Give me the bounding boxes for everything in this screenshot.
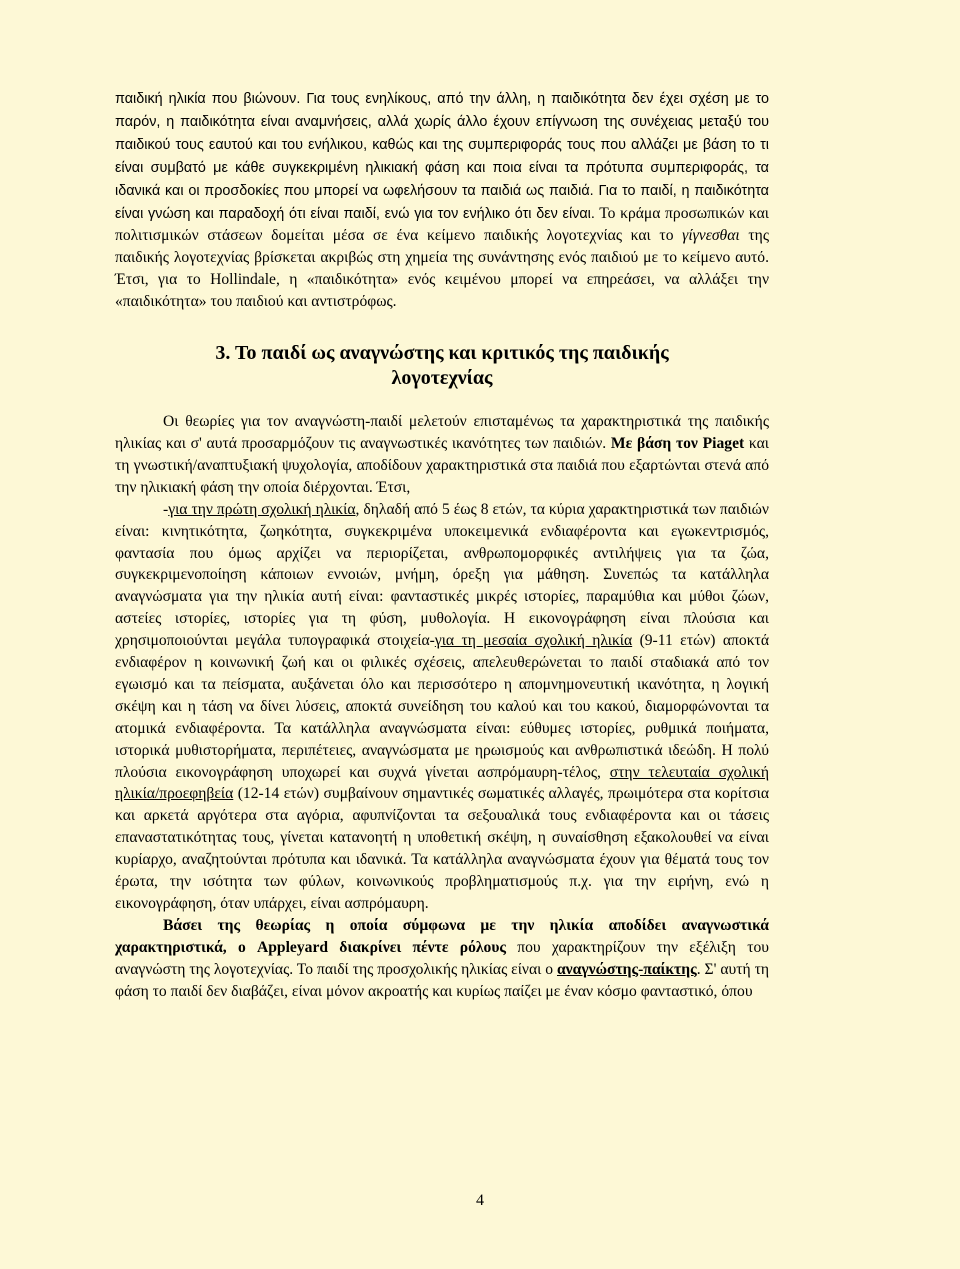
section-heading-line-2: λογοτεχνίας [391, 367, 493, 390]
bold-phrase: Με βάση τον Piaget [610, 434, 745, 452]
paragraph-continuation [115, 88, 769, 313]
page-number: 4 [476, 1192, 484, 1209]
paragraph-text-sans: παιδική ηλικία που βιώνουν. Για τους ενηλίκους, από την άλλη, η παιδικότητα δεν έχει σχέση με το παρόν, η παιδικότητα είναι αναμνήσεις, αλλά χωρίς άλλο έχουν επίγνωση της συνέχειας μεταξύ του παιδικού τους εαυτού και του ενήλικου, καθώς και της συμπεριφοράς τους που αλλάζει με βάση το τι είναι συμβατό με κάθε συγκεκριμένη ηλικιακή φάση και ποια είναι τα πρότυπα συμπεριφοράς, τα ιδανικά και οι προσδοκίες που μπορεί να ωφελήσουν τα παιδιά ως παιδιά. Για το παιδί, η παιδικότητα είναι γνώση και παραδοχή ότι είναι παιδί, ενώ για τον ενήλικο ότι δεν είναι. [115, 91, 769, 222]
paragraph-text: , δηλαδή από 5 έως 8 ετών, τα κύρια χαρακτηριστικά των παιδιών είναι: κινητικότητα, ζωηκότητα, συγκεκριμένα υποκειμενικά ενδιαφέροντα και εγωκεντρισμός, φαντασία που όμως αρχίζει να περιορίζεται, ανθρωπομορφικές αντιλήψεις για τα ζώα, συγκεκριμενοποίηση κάποιων εννοιών, μνήμη, όρεξη για μάθηση. Συνεπώς τα κατάλληλα αναγνώσματα για την ηλικία αυτή είναι: φανταστικές μικρές ιστορίες, παραμύθια και μύθοι ζώων, αστείες ιστορίες, ιστορίες για τη φύση, μυθολογία. Η εικονογράφηση είναι πλούσια και χρησιμοποιούνται μεγάλα τυπογραφικά στοιχεία- [115, 500, 769, 650]
dash-prefix: - [163, 500, 169, 518]
section-heading [115, 341, 769, 391]
paragraph-text: που χαρακτηρίζουν την εξέλιξη του αναγνώστη της λογοτεχνίας. Το παιδί της προσχολικής ηλικίας είναι ο [115, 938, 769, 978]
paragraph-text: και τη γνωστική/αναπτυξιακή ψυχολογία, αποδίδουν χαρακτηριστικά στα παιδιά που εξαρτώνται στενά από την ηλικιακή φάση την οποία διέρχονται. Έτσι, [115, 434, 769, 496]
paragraph-theories [115, 411, 769, 499]
paragraph-text: Το κράμα προσωπικών και πολιτισμικών στάσεων δομείται μέσα σε ένα κείμενο παιδικής λογοτεχνίας και το [115, 204, 769, 245]
italic-term: γίγνεσθαι [682, 227, 740, 245]
underlined-phrase: για την πρώτη σχολική ηλικία [168, 500, 356, 518]
paragraph-text: (9-11 ετών) αποκτά ενδιαφέρον η κοινωνική ζωή και οι φιλικές σχέσεις, απελευθερώνεται το παιδί σταδιακά από τον εγωισμό και τα πείσματα, αυξάνεται όλο και περισσότερο η απομνημονευτική ικανότητα, η λογική σκέψη και η τάση να δίνει λύσεις, αποκτά συνείδηση του καλού και του κακού, διαμορφώνονται τα ατομικά ενδιαφέροντα. Τα κατάλληλα αναγνώσματα είναι: εύθυμες ιστορίες, ρυθμικά ποιήματα, ιστορικά μυθιστορήματα, περιπέτειες, αναγνώσματα με ηρωισμούς και ανθρωπιστικά ιδεώδη. Η πολύ πλούσια εικονογράφηση υποχωρεί και συχνά γίνεται ασπρόμαυρη-τέλος, [115, 632, 769, 781]
paragraph-text: της παιδικής λογοτεχνίας βρίσκεται ακριβώς στη χημεία της συνάντησης ενός παιδιού με το κείμενο αυτό. Έτσι, για το Hollindale, η «παιδικότητα» ενός κειμένου μπορεί να επηρεάσει, να αλλάξει την «παιδικότητα» του παιδιού και αντιστρόφως. [115, 227, 770, 311]
underlined-phrase: για τη μεσαία σχολική ηλικία [434, 632, 633, 650]
paragraph-age-stages [115, 499, 769, 915]
paragraph-text: (12-14 ετών) συμβαίνουν σημαντικές σωματικές αλλαγές, πρωιμότερα στα κορίτσια και αρκετά αργότερα στα αγόρια, αφυπνίζονται τα σεξουαλικά τους ενδιαφέροντα και οι τάσεις επαναστατικότητας τους, γίνεται κατανοητή η υποθετική σκέψη, η συναίσθηση εξακολουθεί να είναι κυρίαρχο, αναζητούνται πρότυπα και ιδανικά. Τα κατάλληλα αναγνώσματα έχουν για θέματά τους τον έρωτα, την ισότητα των φύλων, κοινωνικούς προβληματισμούς π.χ. για την ειρήνη, ενώ η εικονογράφηση, όταν υπάρχει, είναι ασπρόμαυρη. [115, 785, 769, 912]
paragraph-text: Οι θεωρίες για τον αναγνώστη-παιδί μελετούν επισταμένως τα χαρακτηριστικά της παιδικής ηλικίας και σ' αυτά προσαρμόζουν τις αναγνωστικές ικανότητες των παιδιών. [115, 413, 769, 452]
section-heading-line-1: 3. Το παιδί ως αναγνώστης και κριτικός της παιδικής [215, 342, 669, 365]
page-content [115, 88, 769, 1003]
bold-underlined-term: αναγνώστης-παίκτης [556, 960, 697, 978]
paragraph-appleyard [115, 915, 769, 1003]
paragraph-text: . Σ' αυτή τη φάση το παιδί δεν διαβάζει, είναι μόνον ακροατής και κυρίως παίζει με έναν κόσμο φανταστικό, όπου [115, 960, 769, 1000]
bold-phrase: Βάσει της θεωρίας η οποία σύμφωνα με την ηλικία αποδίδει αναγνωστικά χαρακτηριστικά, ο Appleyard διακρίνει πέντε ρόλους [115, 916, 769, 956]
underlined-phrase: στην τελευταία σχολική ηλικία/προεφηβεία [115, 763, 769, 803]
